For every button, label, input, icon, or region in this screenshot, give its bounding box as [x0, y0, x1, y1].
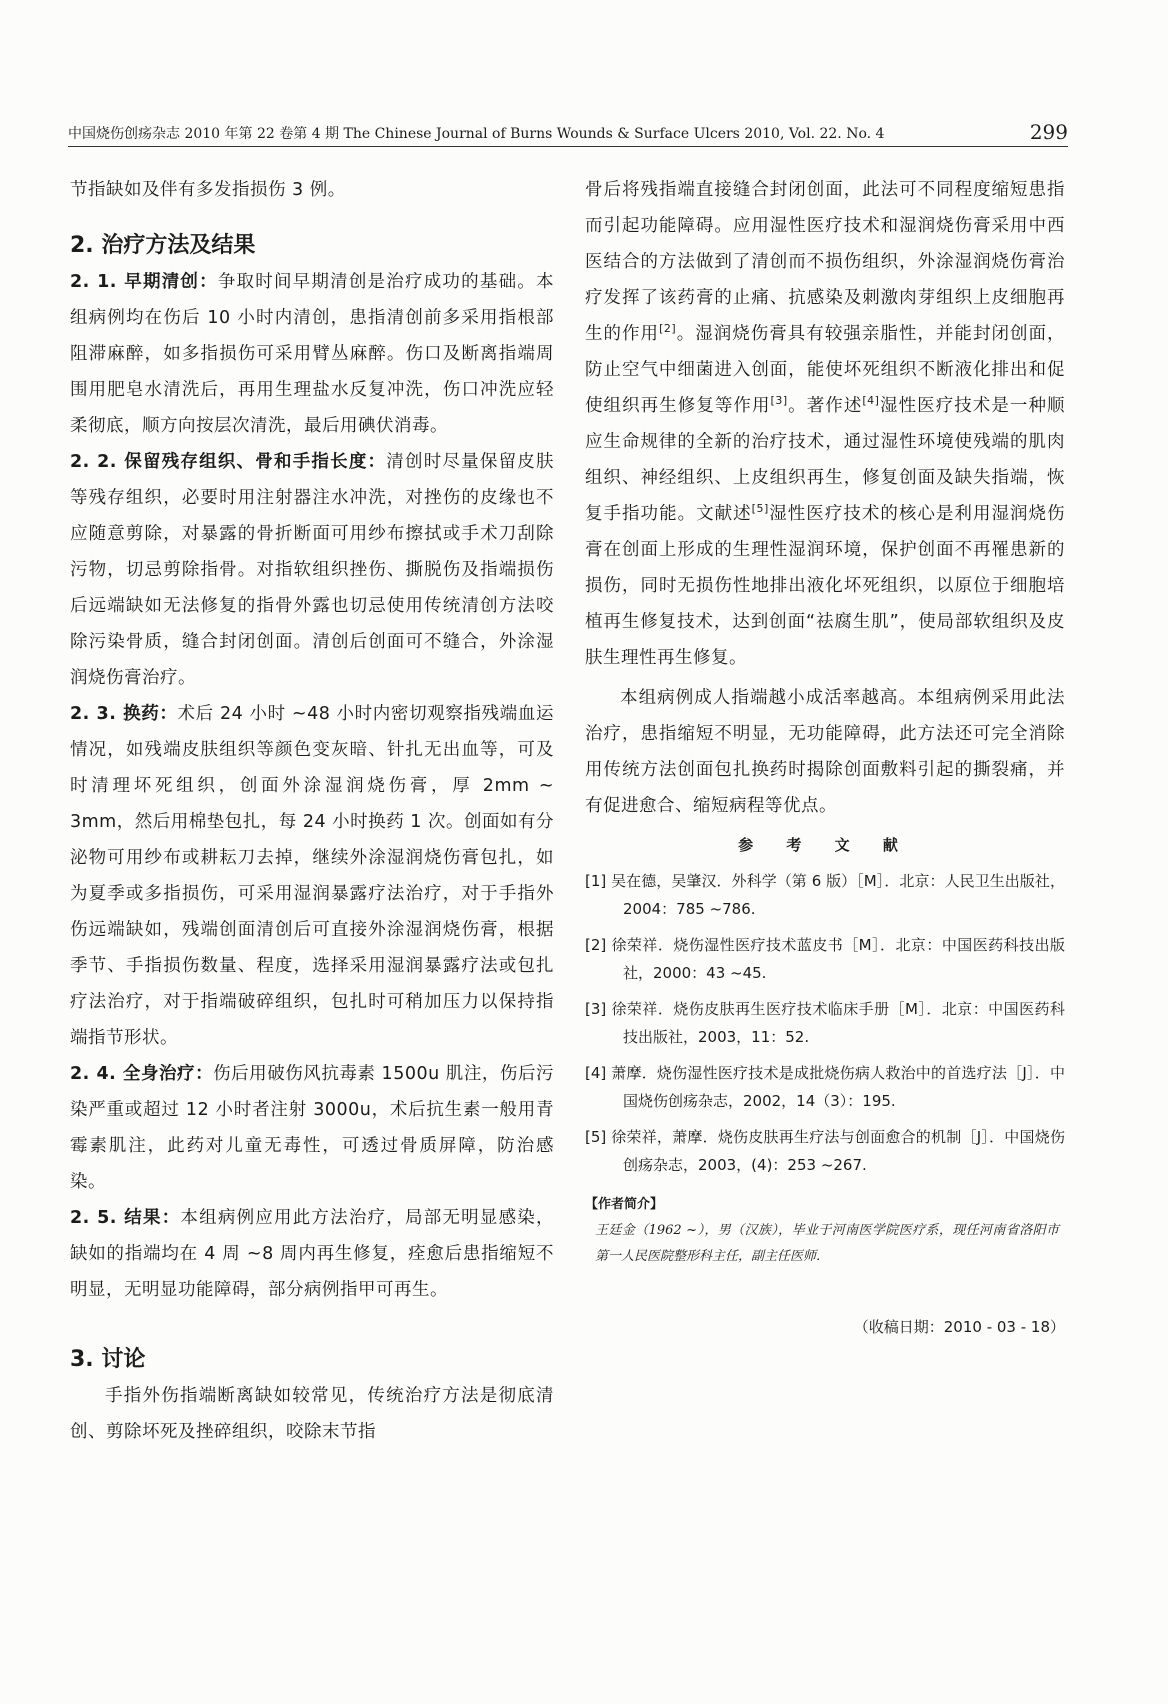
reference-item: [5] 徐荣祥，萧摩．烧伤皮肤再生疗法与创面愈合的机制［J］．中国烧伤创疡杂志，2003，(4)：253 ~267.	[585, 1128, 1065, 1174]
reference-list	[585, 867, 1065, 1179]
subsection-2-5-heading: 2. 5. 结果：	[70, 1208, 181, 1228]
references-heading: 参 考 文 献	[738, 836, 912, 854]
paragraph-continued: 节指缺如及伴有多发指损伤 3 例。	[70, 180, 346, 200]
page-number: 299	[1029, 120, 1068, 144]
running-head: 中国烧伤创疡杂志 2010 年第 22 卷第 4 期 The Chinese Journal of Burns Wounds & Surface Ulcers 2010, Vol. 22. No. 4	[68, 126, 885, 142]
section-heading-discussion: 3. 讨论	[70, 1347, 146, 1372]
received-date: （收稿日期：2010 - 03 - 18）	[853, 1318, 1065, 1336]
author-bio: 王廷金（1962 ~），男（汉族），毕业于河南医学院医疗系，现任河南省洛阳市第一人民医院整形科主任，副主任医师．	[595, 1223, 1059, 1264]
discussion-text-b: 。湿润烧伤膏具有较强亲脂性，并能封闭创面，防止空气中细菌进入创面，能使坏死组织不断液化排出和促使组织再生修复等作用	[585, 324, 1066, 416]
subsection-2-5-text: 本组病例应用此方法治疗，局部无明显感染，缺如的指端均在 4 周 ~8 周内再生修复，痊愈后患指缩短不明显，无明显功能障碍，部分病例指甲可再生。	[70, 1208, 555, 1300]
reference-item: [2] 徐荣祥．烧伤湿性医疗技术蓝皮书［M］．北京：中国医药科技出版社，2000：43 ~45.	[585, 936, 1065, 982]
subsection-2-4	[70, 1056, 554, 1200]
subsection-2-4-text: 伤后用破伤风抗毒素 1500u 肌注，伤后污染严重或超过 12 小时者注射 3000u，术后抗生素一般用青霉素肌注，此药对儿童无毒性，可透过骨质屏障，防治感染。	[70, 1064, 554, 1192]
subsection-2-3-text: 术后 24 小时 ~48 小时内密切观察指残端血运情况，如残端皮肤组织等颜色变灰暗、针扎无出血等，可及时清理坏死组织，创面外涂湿润烧伤膏，厚 2mm ~ 3mm，然后用棉垫包扎，每 24 小时换药 1 次。创面如有分泌物可用纱布或耕耘刀去掉，继续外涂湿润烧伤膏包扎，如为夏季或多指损伤，可采用湿润暴露疗法治疗，对于手指外伤远端缺如，残端创面清创后可直接外涂湿润烧伤膏，根据季节、手指损伤数量、程度，选择采用湿润暴露疗法或包扎疗法治疗，对于指端破碎组织，包扎时可稍加压力以保持指端指节形状。	[70, 704, 555, 1048]
reference-item: [1] 吴在德，吴肇汉．外科学（第 6 版）［M］．北京：人民卫生出版社，2004：785 ~786.	[585, 872, 1065, 918]
discussion-text-e: 湿性医疗技术的核心是利用湿润烧伤膏在创面上形成的生理性湿润环境，保护创面不再罹患新的损伤，同时无损伤性地排出液化坏死组织，以原位于细胞培植再生修复技术，达到创面“祛腐生肌”，使局部软组织及皮肤生理性再生修复。	[585, 504, 1066, 668]
subsection-2-1-text: 争取时间早期清创是治疗成功的基础。本组病例均在伤后 10 小时内清创，患指清创前多采用指根部阻滞麻醉，如多指损伤可采用臂丛麻醉。伤口及断离指端周围用肥皂水清洗后，再用生理盐水反复冲洗，伤口冲洗应轻柔彻底，顺方向按层次清洗，最后用碘伏消毒。	[70, 272, 554, 436]
discussion-paragraph: 手指外伤指端断离缺如较常见，传统治疗方法是彻底清创、剪除坏死及挫碎组织，咬除末节指	[70, 1386, 554, 1442]
citation-5: [5]	[751, 502, 769, 516]
left-column	[70, 172, 554, 1450]
reference-item: [4] 萧摩．烧伤湿性医疗技术是成批烧伤病人救治中的首选疗法［J］．中国烧伤创疡杂志，2002，14（3）：195.	[585, 1064, 1065, 1110]
reference-item: [3] 徐荣祥．烧伤皮肤再生医疗技术临床手册［M］．北京：中国医药科技出版社，2003，11：52.	[585, 1000, 1065, 1046]
discussion-paragraph-continued	[585, 172, 1065, 676]
citation-2: [2]	[659, 322, 677, 336]
discussion-text-a: 骨后将残指端直接缝合封闭创面，此法可不同程度缩短患指而引起功能障碍。应用湿性医疗技术和湿润烧伤膏采用中西医结合的方法做到了清创而不损伤组织，外涂湿润烧伤膏治疗发挥了该药膏的止痛、抗感染及刺激肉芽组织上皮细胞再生的作用	[585, 180, 1065, 344]
subsection-2-5	[70, 1200, 554, 1308]
discussion-text-d: 湿性医疗技术是一种顺应生命规律的全新的治疗技术，通过湿性环境使残端的肌肉组织、神经组织、上皮组织再生，修复创面及缺失指端，恢复手指功能。文献述	[585, 396, 1066, 524]
subsection-2-4-heading: 2. 4. 全身治疗：	[70, 1064, 214, 1084]
subsection-2-1	[70, 264, 554, 444]
discussion-text-c: 。著作述	[787, 396, 863, 416]
conclusion-paragraph: 本组病例成人指端越小成活率越高。本组病例采用此法治疗，患指缩短不明显，无功能障碍，此方法还可完全消除用传统方法创面包扎换药时揭除创面敷料引起的撕裂痛，并有促进愈合、缩短病程等优点。	[585, 688, 1065, 816]
subsection-2-3	[70, 696, 554, 1056]
header-rule	[68, 146, 1068, 147]
subsection-2-2-text: 清创时尽量保留皮肤等残存组织，必要时用注射器注水冲洗，对挫伤的皮缘也不应随意剪除，对暴露的骨折断面可用纱布擦拭或手术刀刮除污物，切忌剪除指骨。对指软组织挫伤、撕脱伤及指端损伤后远端缺如无法修复的指骨外露也切忌使用传统清创方法咬除污染骨质，缝合封闭创面。清创后创面可不缝合，外涂湿润烧伤膏治疗。	[70, 452, 554, 688]
subsection-2-2-heading: 2. 2. 保留残存组织、骨和手指长度：	[70, 452, 387, 472]
citation-4: [4]	[862, 394, 880, 408]
section-heading-treatment: 2. 治疗方法及结果	[70, 233, 256, 258]
citation-3: [3]	[770, 394, 788, 408]
subsection-2-1-heading: 2. 1. 早期清创：	[70, 272, 218, 292]
subsection-2-3-heading: 2. 3. 换药：	[70, 704, 178, 724]
subsection-2-2	[70, 444, 554, 696]
author-bio-heading: 【作者简介】	[585, 1197, 664, 1212]
right-column	[585, 172, 1065, 1337]
